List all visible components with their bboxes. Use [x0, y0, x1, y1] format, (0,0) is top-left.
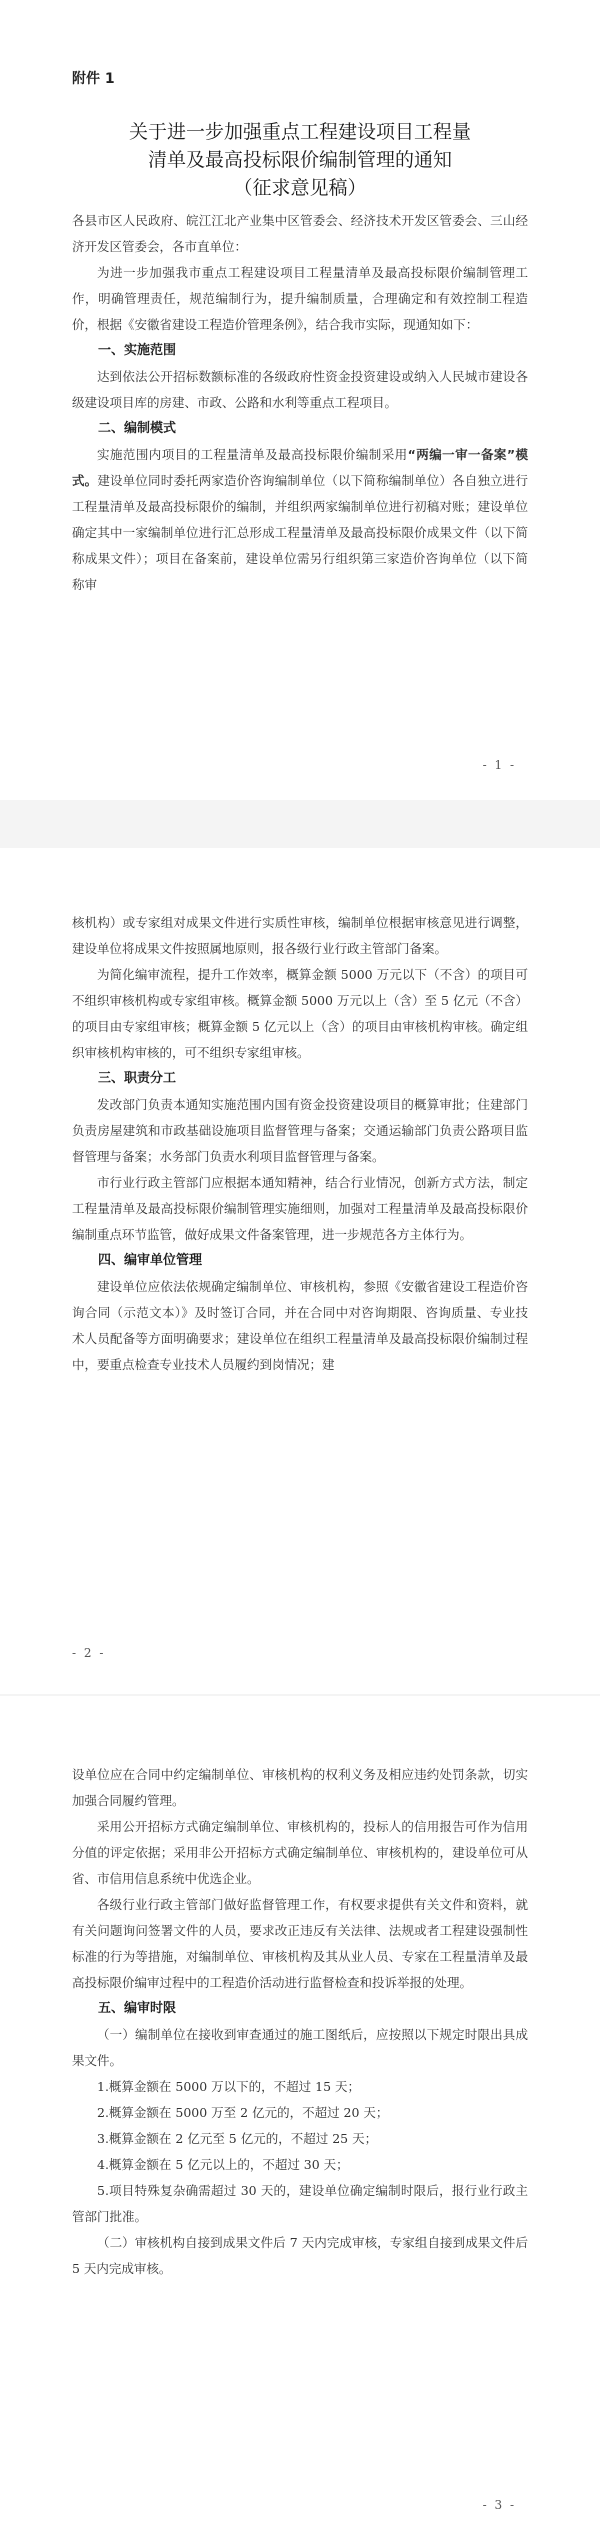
page-gap [0, 800, 600, 848]
page-3-body [72, 1762, 528, 2282]
document-page-2 [0, 848, 600, 1694]
section-2-model-name: “两编一审一备案”模式。 [72, 447, 528, 488]
page-number: - 1 - [482, 758, 516, 772]
page-2-continuation: 核机构）或专家组对成果文件进行实质性审核，编制单位根据审核意见进行调整，建设单位将成果文件按照属地原则，报各级行业行政主管部门备案。 [72, 915, 528, 956]
section-1-heading: 一、实施范围 [98, 343, 177, 358]
supervision-paragraph: 各级行业行政主管部门做好监督管理工作，有权要求提供有关文件和资料，就有关问题询问签署文件的人员，要求改正违反有关法律、法规或者工程建设强制性标准的行为等措施，对编制单位、审核机构及其从业人员、专家在工程量清单及最高投标限价编审过程中的工程造价活动进行监督检查和投诉举报的处理。 [72, 1897, 528, 1990]
section-5-intro: （一）编制单位在接收到审查通过的施工图纸后，应按照以下规定时限出具成果文件。 [72, 2027, 528, 2068]
section-4-heading: 四、编审单位管理 [98, 1253, 203, 1268]
time-limit-item: 5.项目特殊复杂确需超过 30 天的，建设单位确定编制时限后，报行业行政主管部门批准。 [72, 2183, 528, 2224]
page-2-body [72, 910, 528, 1378]
document-page-3 [0, 1696, 600, 2546]
page-number: - 3 - [482, 2498, 516, 2512]
intro-paragraph: 为进一步加强我市重点工程建设项目工程量清单及最高投标限价编制管理工作，明确管理责任，规范编制行为，提升编制质量，合理确定和有效控制工程造价，根据《安徽省建设工程造价管理条例》，结合我市实际，现通知如下： [72, 265, 528, 332]
time-limit-item: 1.概算金额在 5000 万以下的，不超过 15 天； [97, 2079, 361, 2094]
section-1-text: 达到依法公开招标数额标准的各级政府性资金投资建设或纳入人民城市建设各级建设项目库的房建、市政、公路和水利等重点工程项目。 [72, 369, 528, 410]
section-3-paragraph-2: 市行业行政主管部门应根据本通知精神，结合行业情况，创新方式方法，制定工程量清单及最高投标限价编制管理实施细则，加强对工程量清单及最高投标限价编制重点环节监管，做好成果文件备案管理，进一步规范各方主体行为。 [72, 1175, 528, 1242]
section-5-review-paragraph: （二）审核机构自接到成果文件后 7 天内完成审核，专家组自接到成果文件后 5 天内完成审核。 [72, 2235, 528, 2276]
section-4-paragraph-1: 建设单位应依法依规确定编制单位、审核机构，参照《安徽省建设工程造价咨询合同（示范文本）》及时签订合同，并在合同中对咨询期限、咨询质量、专业技术人员配备等方面明确要求；建设单位在组织工程量清单及最高投标限价编制过程中，要重点检查专业技术人员履约到岗情况；建 [72, 1279, 528, 1372]
page-1-body [72, 208, 528, 598]
bidding-paragraph: 采用公开招标方式确定编制单位、审核机构的，投标人的信用报告可作为信用分值的评定依据；采用非公开招标方式确定编制单位、审核机构的，建设单位可从省、市信用信息系统中优选企业。 [72, 1819, 528, 1886]
attachment-label: 附件 1 [72, 71, 115, 87]
time-limit-item: 2.概算金额在 5000 万至 2 亿元的，不超过 20 天； [97, 2105, 389, 2120]
section-2-text [72, 442, 528, 598]
document-page-1 [0, 0, 600, 800]
title-line-1: 关于进一步加强重点工程建设项目工程量 [128, 121, 471, 143]
page-3-continuation: 设单位应在合同中约定编制单位、审核机构的权利义务及相应违约处罚条款，切实加强合同履约管理。 [72, 1767, 528, 1808]
section-3-paragraph-1: 发改部门负责本通知实施范围内国有资金投资建设项目的概算审批；住建部门负责房屋建筑和市政基础设施项目监督管理与备案；交通运输部门负责公路项目监督管理与备案；水务部门负责水利项目监督管理与备案。 [72, 1097, 528, 1164]
recipients: 各县市区人民政府、皖江江北产业集中区管委会、经济技术开发区管委会、三山经济开发区管委会，各市直单位： [72, 213, 528, 254]
document-title [60, 118, 540, 202]
time-limit-item: 3.概算金额在 2 亿元至 5 亿元的，不超过 25 天； [97, 2131, 378, 2146]
title-line-3: （征求意见稿） [233, 177, 367, 199]
section-2-text-prefix: 实施范围内项目的工程量清单及最高投标限价编制采用 [97, 447, 408, 462]
section-5-heading: 五、编审时限 [98, 2001, 177, 2016]
section-3-heading: 三、职责分工 [98, 1071, 177, 1086]
page-number: - 2 - [72, 1646, 106, 1660]
title-line-2: 清单及最高投标限价编制管理的通知 [147, 149, 452, 171]
section-2-text-suffix: 建设单位同时委托两家造价咨询编制单位（以下简称编制单位）各自独立进行工程量清单及最高投标限价的编制，并组织两家编制单位进行初稿对账；建设单位确定其中一家编制单位进行汇总形成工程量清单及最高投标限价成果文件（以下简称成果文件）；项目在备案前，建设单位需另行组织第三家造价咨询单位（以下简称审 [72, 473, 528, 592]
simplify-review-paragraph: 为简化编审流程，提升工作效率，概算金额 5000 万元以下（不含）的项目可不组织审核机构或专家组审核。概算金额 5000 万元以上（含）至 5 亿元（不含）的项目由专家组审核；概算金额 5 亿元以上（含）的项目由审核机构审核。确定组织审核机构审核的，可不组织专家组审核。 [72, 967, 528, 1060]
time-limit-item: 4.概算金额在 5 亿元以上的，不超过 30 天； [97, 2157, 349, 2172]
section-2-heading: 二、编制模式 [98, 421, 177, 436]
